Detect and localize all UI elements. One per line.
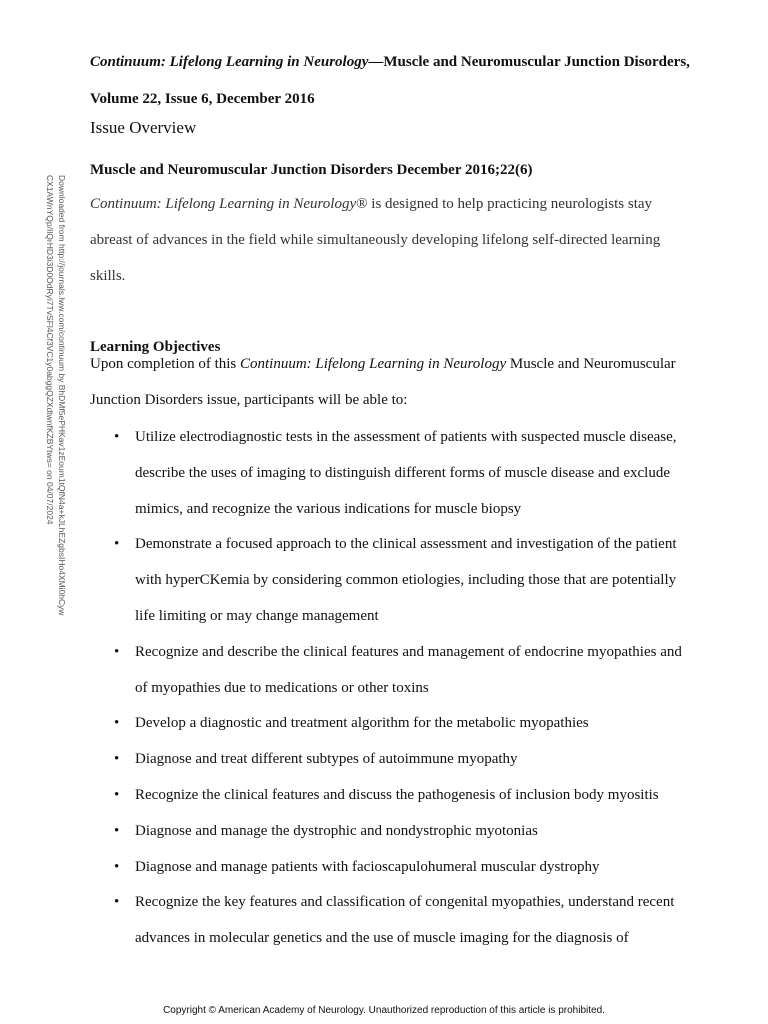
objective-item: • Recognize the clinical features and discuss the pathogenesis of inclusion body myositis (90, 778, 690, 814)
objective-item: • Utilize electrodiagnostic tests in the assessment of patients with suspected muscle disease, describe the uses of imaging to distinguish different forms of muscle disease and exclude mimics, and recognize the various indications for muscle biopsy (90, 420, 690, 527)
objective-item: • Recognize and describe the clinical features and management of endocrine myopathies and of myopathies due to medications or other toxins (90, 635, 690, 707)
intro-text: ® is designed to help practicing neurologists stay abreast of advances in the field while simultaneously developing lifelong self-directed learning skills. (90, 196, 661, 284)
objectives-heading: Learning Objectives (90, 339, 221, 355)
download-watermark (36, 175, 68, 635)
intro-journal-name: Continuum: Lifelong Learning in Neurology (90, 196, 357, 212)
objective-item: • Recognize the key features and classification of congenital myopathies, understand recent advances in molecular genetics and the use of muscle imaging for the diagnosis of (90, 885, 690, 957)
objective-item: • Demonstrate a focused approach to the clinical assessment and investigation of the patient with hyperCKemia by considering common etiologies, including those that are potentially life limiting or may change management (90, 527, 690, 634)
title-issue-info: —Muscle and Neuromuscular Junction Disorders, Volume 22, Issue 6, December 2016 (90, 54, 690, 107)
watermark-line-2: CX1AWnYQp/IlQrHD3i3D0OdRyi7TvSFl4Cf3VC1y0abggQZXdtwnfKZBYtws= on 04/07/2024 (45, 175, 55, 525)
objectives-lead (90, 346, 690, 418)
watermark-line-1: Downloaded from http://journals.lww.com/continuum by BhDMf5ePHKav1zEoum1tQfN4a+kJLhEZgbsIHo4XMi0hCyw (57, 175, 67, 616)
issue-subtitle: Muscle and Neuromuscular Junction Disorders December 2016;22(6) (90, 162, 533, 178)
objective-item: • Diagnose and manage the dystrophic and nondystrophic myotonias (90, 814, 690, 850)
overview-heading: Issue Overview (90, 118, 197, 137)
objective-item: • Develop a diagnostic and treatment algorithm for the metabolic myopathies (90, 706, 690, 742)
title-journal-name: Continuum: Lifelong Learning in Neurology (90, 54, 369, 70)
objectives-lead-journal: Continuum: Lifelong Learning in Neurology (240, 356, 507, 372)
intro-paragraph (90, 186, 690, 294)
objectives-lead-post: Muscle and Neuromuscular Junction Disorders issue, participants will be able to: (90, 356, 676, 408)
objectives-lead-pre: Upon completion of this (90, 356, 240, 372)
objective-item: • Diagnose and manage patients with facioscapulohumeral muscular dystrophy (90, 850, 690, 886)
copyright-footer: Copyright © American Academy of Neurology. Unauthorized reproduction of this article is prohibited. (163, 1005, 605, 1016)
document-title (90, 44, 730, 118)
objectives-list (90, 420, 690, 957)
objective-item: • Diagnose and treat different subtypes of autoimmune myopathy (90, 742, 690, 778)
